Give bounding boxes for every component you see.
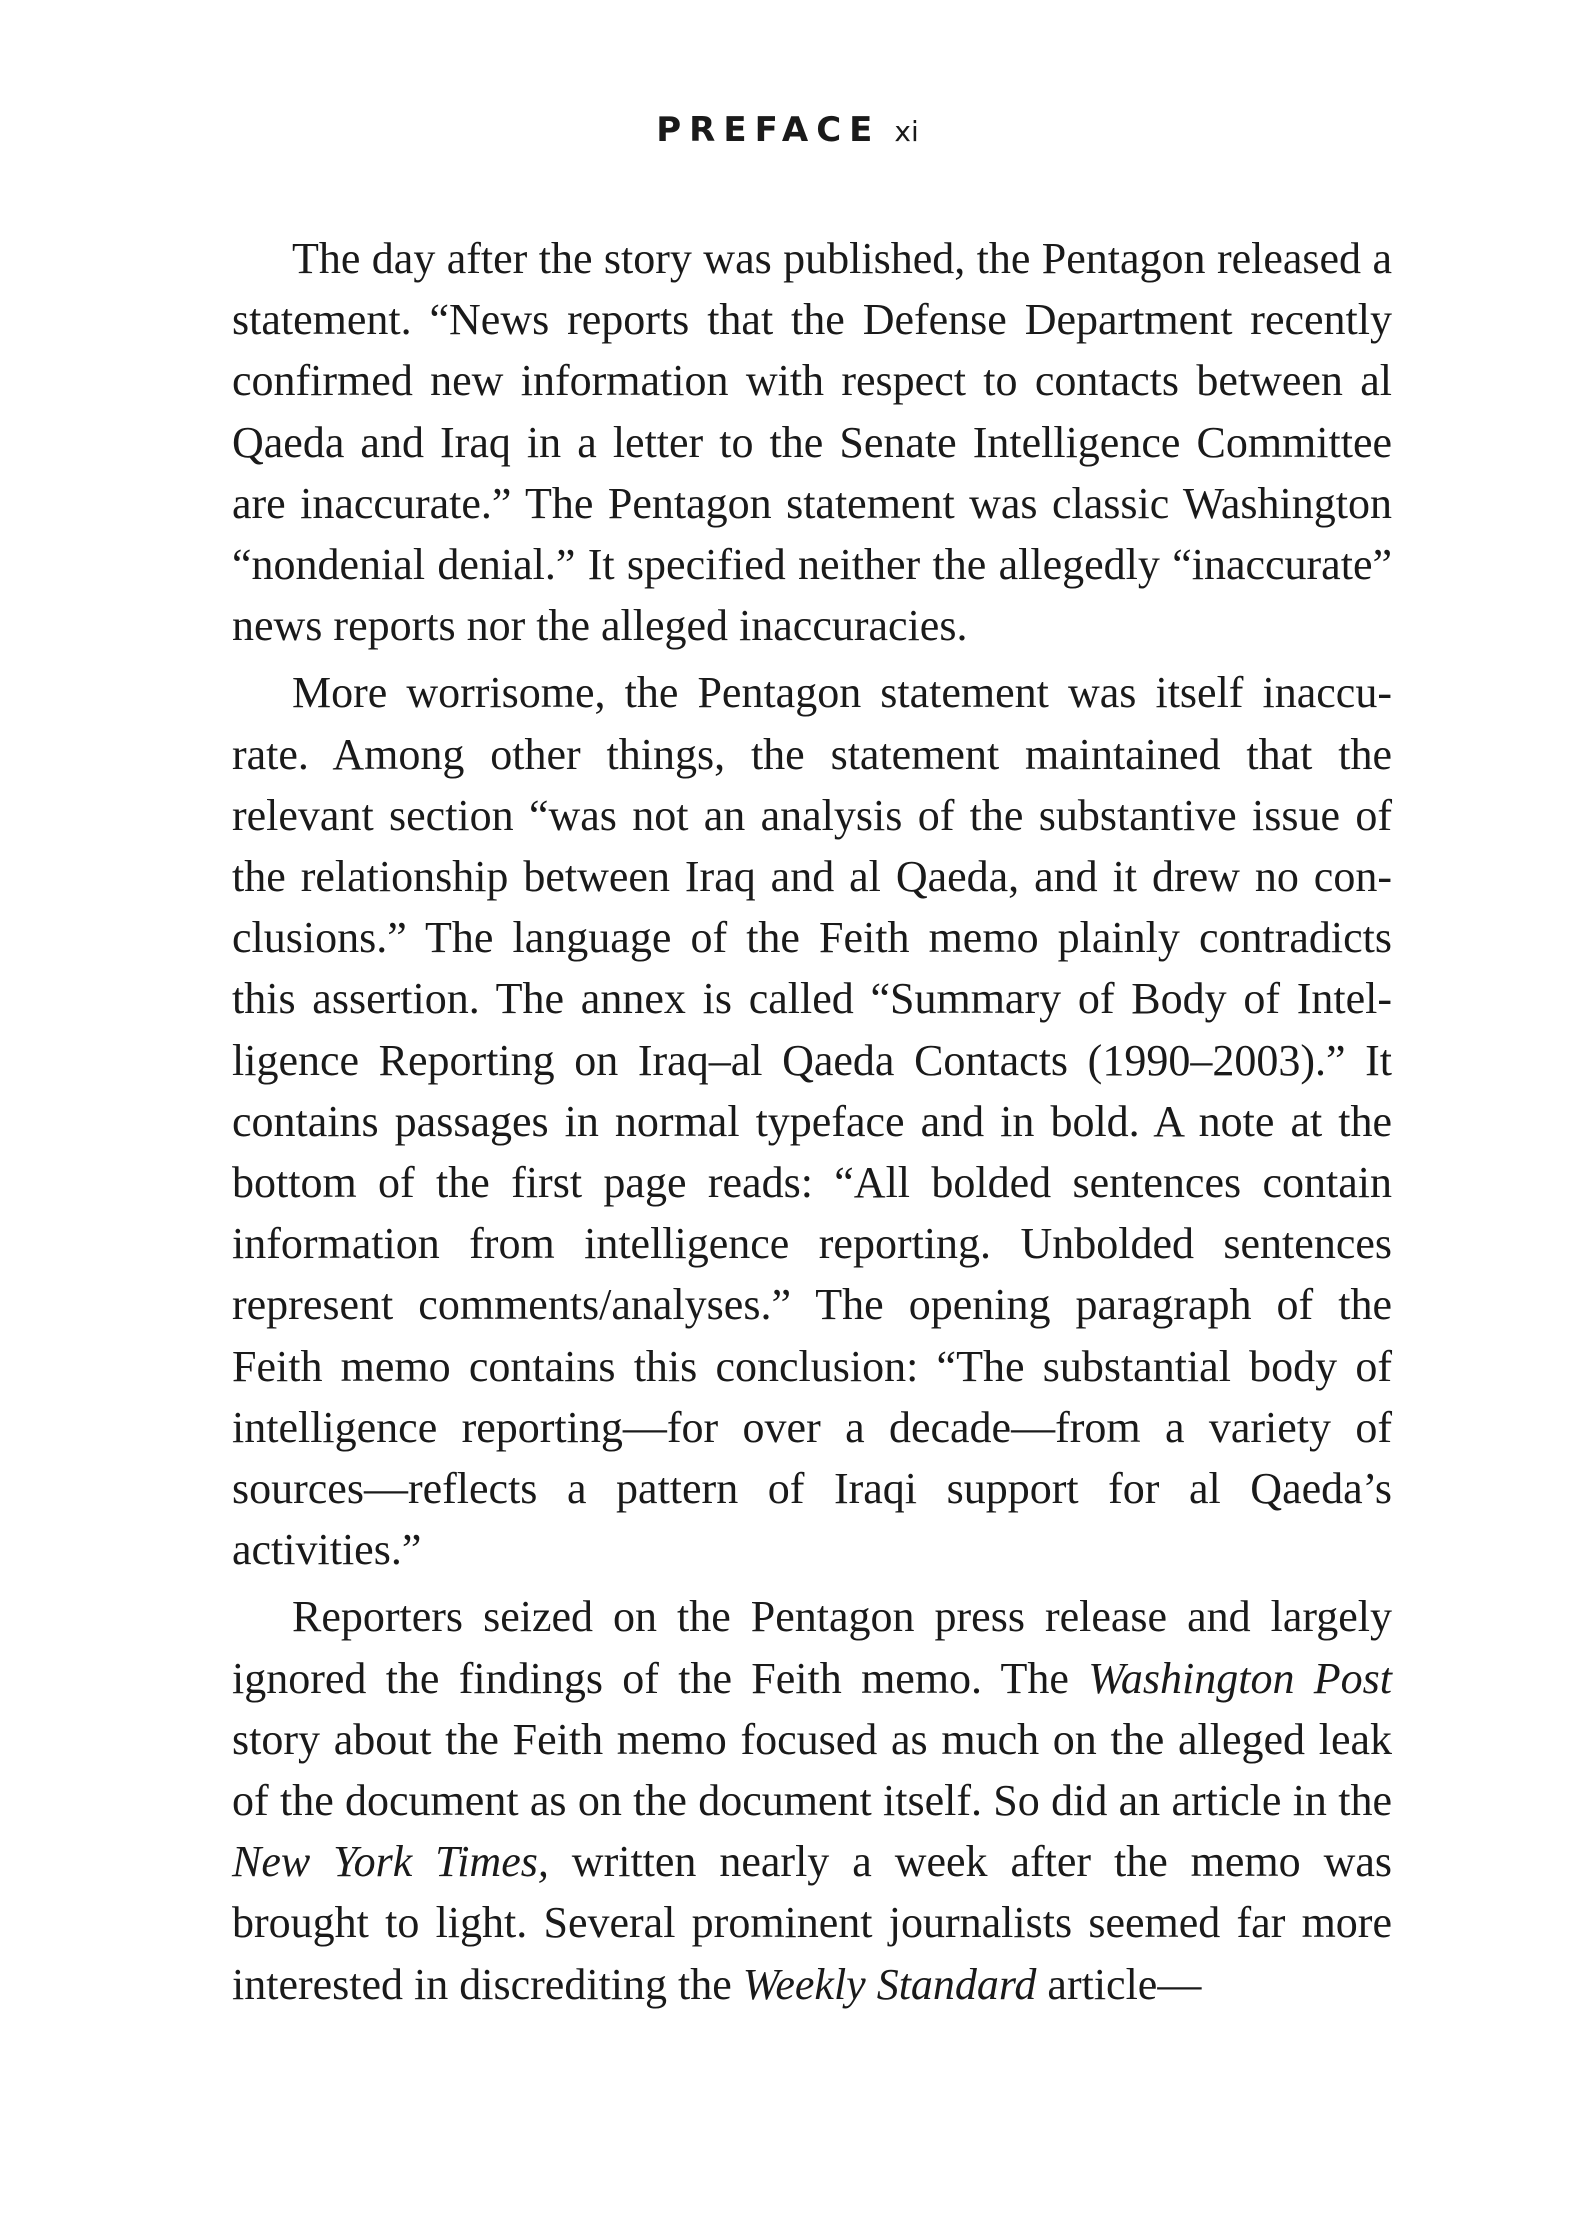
paragraph-3-text-a: Reporters seized on the Pentagon press release and largely ignored the findings of the Feith memo. The: [232, 1592, 1392, 1703]
paragraph-3-text-b: story about the Feith memo focused as much on the alleged leak of the document as on the document itself. So did an article in the: [232, 1714, 1392, 1826]
paragraph-3-text-c: written nearly a week after the memo was brought to light. Several prominent journalists seemed far more interested in discrediting the: [232, 1837, 1392, 2009]
body-text: [232, 228, 1392, 2021]
page-number: xi: [894, 115, 919, 148]
publication-title-washington-post: Washington Post: [1088, 1653, 1392, 1703]
publication-title-weekly-standard: Weekly Standard: [742, 1959, 1037, 2009]
running-head-section: PREFACE: [656, 110, 881, 150]
paragraph-2: More worrisome, the Pentagon statement was itself inaccurate. Among other things, the statement maintained that the relevant section “was not an analysis of the substantive issue of the relationship between Iraq and al Qaeda, and it drew no conclusions.” The language of the Feith memo plainly contradicts this assertion. The annex is called “Summary of Body of Intelligence Reporting on Iraq–al Qaeda Contacts (1990–2003).” It contains passages in normal typeface and in bold. A note at the bottom of the first page reads: “All bolded sentences contain information from intelligence reporting. Unbolded sentences represent comments/analyses.” The opening paragraph of the Feith memo contains this conclusion: “The substantial body of intelligence reporting—for over a decade—from a variety of sources—reflects a pattern of Iraqi support for al Qaeda’s activities.”: [232, 668, 1392, 1575]
paragraph-3: [232, 1586, 1392, 2014]
paragraph-1: The day after the story was published, the Pentagon released a statement. “News reports that the Defense Department recently confirmed new information with respect to contacts between al Qaeda and Iraq in a letter to the Senate Intelligence Committee are inaccurate.” The Pentagon statement was classic Washington “nondenial denial.” It specified neither the allegedly “inaccurate” news reports nor the alleged inaccuracies.: [232, 234, 1392, 651]
running-head: [0, 108, 1575, 154]
publication-title-new-york-times: New York Times,: [232, 1837, 549, 1887]
paragraph-3-text-d: article—: [1036, 1959, 1202, 2009]
